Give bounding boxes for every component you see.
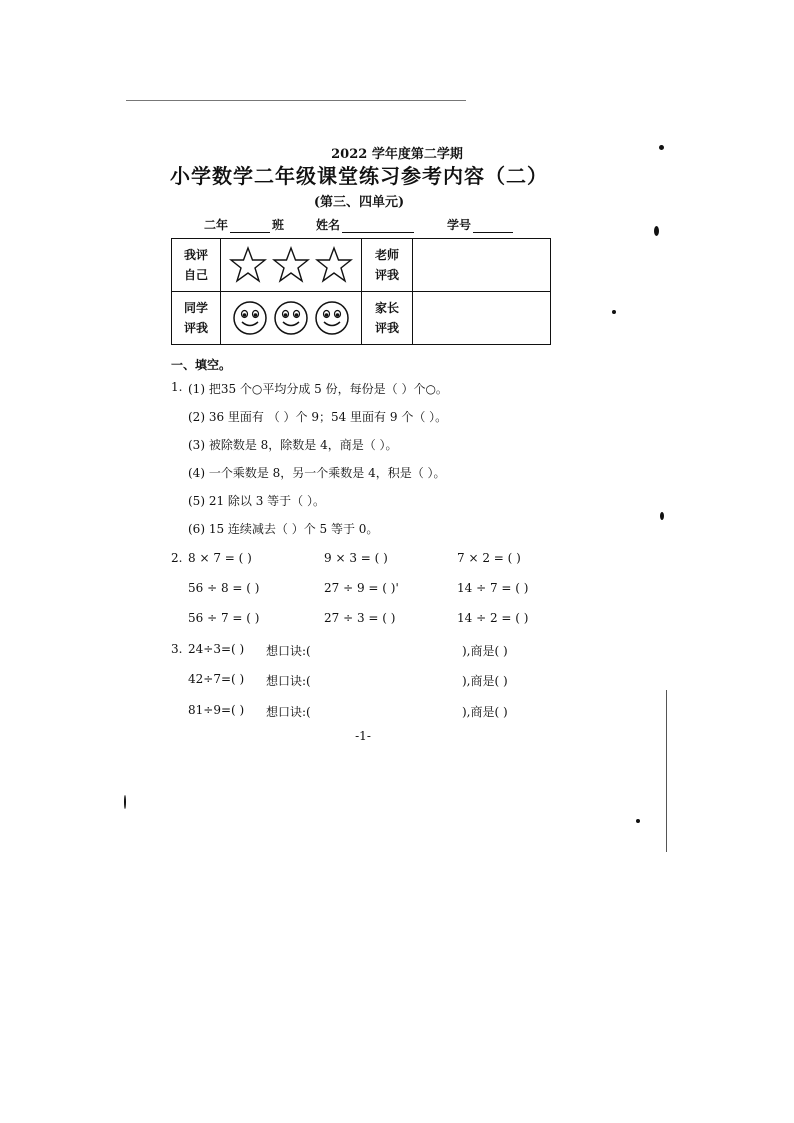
grade-class-field [204,216,284,233]
calc-item[interactable]: 56 ÷ 8 = ( ) [188,581,260,595]
star-icon[interactable] [271,245,311,285]
calc-item[interactable]: 7 × 2 = ( ) [457,551,521,565]
mnemonic-open[interactable]: 想口诀:( [266,674,311,688]
mnemonic-open[interactable]: 想口诀:( [266,644,311,658]
student-id-field [447,216,515,233]
peer-eval-label: 同学 评我 [172,292,221,345]
class-blank[interactable] [230,220,270,233]
mnemonic-open[interactable]: 想口诀:( [266,705,311,719]
teacher-eval-label: 老师 评我 [362,239,413,292]
scan-speck [612,310,616,314]
self-eval-label: 我评 自己 [172,239,221,292]
calc-item[interactable]: 14 ÷ 7 = ( ) [457,581,529,595]
calc-item[interactable]: 27 ÷ 9 = ( )' [324,581,399,595]
division-expression[interactable]: 24÷3=( ) [188,642,245,656]
page-title: 小学数学二年级课堂练习参考内容（二） [170,164,548,188]
name-field [316,216,416,233]
class-label: 班 [272,218,285,232]
fill-item[interactable]: (4) 一个乘数是 8，另一个乘数是 4，积是（ ）。 [188,466,446,480]
fill-item[interactable]: (5) 21 除以 3 等于（ ）。 [188,494,325,508]
evaluation-table [171,238,551,345]
student-id-blank[interactable] [473,220,513,233]
teacher-eval-box[interactable] [413,239,551,292]
student-id-label: 学号 [447,218,472,232]
calc-item[interactable]: 27 ÷ 3 = ( ) [324,611,396,625]
fill-item[interactable]: (6) 15 连续减去（ ）个 5 等于 0。 [188,522,379,536]
scan-speck [660,512,664,520]
question-number: 3. [171,642,183,656]
evaluation-row [172,239,551,292]
scan-edge-line [126,100,466,101]
mnemonic-close[interactable]: ),商是( ) [462,705,508,719]
smiley-face-icon[interactable] [272,299,310,337]
smiley-face-icon[interactable] [231,299,269,337]
division-expression[interactable]: 42÷7=( ) [188,672,245,686]
parent-eval-label: 家长 评我 [362,292,413,345]
fill-item[interactable]: (1) 把35 个○平均分成 5 份，每份是（ ）个○。 [188,382,448,396]
scan-edge-line [666,690,667,852]
scan-speck [654,226,659,236]
name-blank[interactable] [342,220,414,233]
fill-item[interactable]: (3) 被除数是 8，除数是 4，商是（ ）。 [188,438,398,452]
calc-item[interactable]: 14 ÷ 2 = ( ) [457,611,529,625]
year-term: 2022 学年度第二学期 [331,147,463,162]
star-icon[interactable] [228,245,268,285]
calc-item[interactable]: 8 × 7 = ( ) [188,551,252,565]
parent-eval-box[interactable] [413,292,551,345]
grade-label: 二年 [204,218,229,232]
calc-item[interactable]: 9 × 3 = ( ) [324,551,388,565]
fill-item[interactable]: (2) 36 里面有 （ ）个 9；54 里面有 9 个（ ）。 [188,410,448,424]
mnemonic-close[interactable]: ),商是( ) [462,644,508,658]
question-number: 1. [171,380,183,394]
smiley-face-icon[interactable] [313,299,351,337]
scan-speck [124,795,126,809]
page-subtitle: (第三、四单元) [313,195,405,210]
question-number: 2. [171,551,183,565]
scan-speck [636,819,640,823]
smiley-rating [221,292,362,345]
calc-item[interactable]: 56 ÷ 7 = ( ) [188,611,260,625]
division-expression[interactable]: 81÷9=( ) [188,703,245,717]
section-heading: 一、填空。 [171,358,232,372]
star-rating [221,239,362,292]
name-label: 姓名 [316,218,341,232]
page-number: -1- [355,729,371,743]
mnemonic-close[interactable]: ),商是( ) [462,674,508,688]
evaluation-row [172,292,551,345]
star-icon[interactable] [314,245,354,285]
